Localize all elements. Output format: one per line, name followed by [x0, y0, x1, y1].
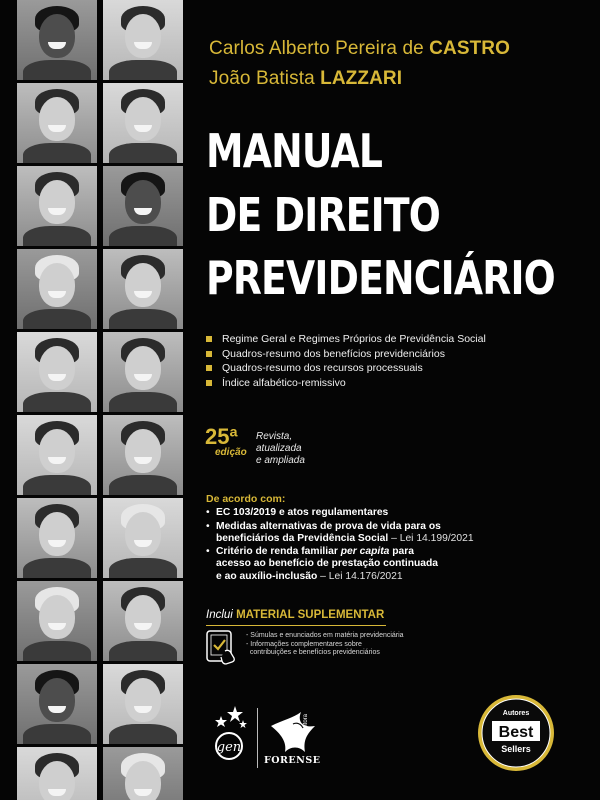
bullet-icon: • [206, 546, 210, 557]
supplement-heading [206, 609, 384, 621]
author-last-name: LAZZARI [320, 68, 403, 89]
feature-list [206, 332, 486, 390]
best-sellers-seal [476, 693, 556, 773]
square-bullet-icon [206, 336, 212, 342]
portrait-photo [17, 498, 97, 578]
accordance-text: para [389, 546, 415, 557]
tablet-check-icon [205, 629, 239, 665]
edition-number: 25ª [205, 424, 238, 449]
accordance-text: acesso ao benefício de prestação continuada [216, 558, 439, 570]
feature-text: Regime Geral e Regimes Próprios de Previdência Social [222, 333, 486, 345]
portrait-photo [17, 332, 97, 412]
portrait-photo [103, 166, 183, 246]
portrait-photo [17, 83, 97, 163]
author-last-name: CASTRO [429, 38, 510, 59]
portrait-photo [17, 415, 97, 495]
portrait-photo [17, 249, 97, 329]
supplement-divider [206, 625, 386, 626]
feature-text: Quadros-resumo dos benefícios previdenciários [222, 347, 445, 360]
portrait-photo [103, 664, 183, 744]
feature-item [206, 332, 486, 347]
seal-sub-text: Sellers [501, 744, 531, 754]
feature-text: Quadros-resumo dos recursos processuais [222, 362, 423, 375]
accordance-italic-text: per capita [340, 546, 390, 557]
edition-note: atualizada [256, 443, 302, 454]
seal-main-text: Best [498, 724, 534, 741]
portrait-photo [103, 747, 183, 800]
edition-note: e ampliada [256, 455, 305, 466]
accordance-text: EC 103/2019 e atos regulamentares [216, 507, 389, 518]
accordance-text: Medidas alternativas de prova de vida para os [216, 521, 441, 532]
supplement-item: - Informações complementares sobre [246, 640, 362, 648]
book-title-line: MANUAL [206, 124, 383, 178]
editora-label: Editora [303, 713, 309, 733]
bullet-icon: • [206, 507, 210, 518]
portrait-photo [17, 0, 97, 80]
portrait-photo [17, 166, 97, 246]
edition-note: Revista, [256, 431, 293, 442]
accordance-text: Critério de renda familiar [216, 546, 341, 557]
accordance-text: beneficiários da Previdência Social [216, 533, 389, 545]
law-reference: – Lei 14.199/2021 [391, 533, 474, 545]
portrait-photo [17, 581, 97, 661]
accordance-text: e ao auxílio-inclusão [216, 570, 318, 582]
law-reference: – Lei 14.176/2021 [320, 570, 403, 582]
book-title-line: DE DIREITO [206, 188, 441, 242]
portrait-photo [103, 581, 183, 661]
supplement-prefix: Inclui [206, 609, 233, 621]
feature-item [206, 361, 486, 376]
logo-divider [257, 708, 258, 768]
portrait-photo [103, 0, 183, 80]
author-name [209, 38, 510, 60]
feature-text: Índice alfabético-remissivo [222, 376, 346, 389]
book-title-line: PREVIDENCIÁRIO [206, 251, 555, 305]
square-bullet-icon [206, 365, 212, 371]
accordance-title: De acordo com: [206, 493, 286, 505]
supplement-label: MATERIAL SUPLEMENTAR [236, 609, 385, 621]
feature-item [206, 376, 486, 391]
gen-logo-text: gen [216, 740, 242, 755]
seal-top-text: Autores [502, 710, 530, 717]
supplement-item: contribuições e benefícios previdenciários [246, 649, 380, 656]
portrait-photo [103, 498, 183, 578]
author-first-name: João Batista [209, 68, 315, 89]
portrait-photo-grid [17, 0, 187, 800]
edition-label: edição [215, 447, 247, 458]
gen-publisher-logo [207, 704, 251, 770]
square-bullet-icon [206, 380, 212, 386]
author-name [209, 68, 402, 90]
portrait-photo [103, 332, 183, 412]
square-bullet-icon [206, 351, 212, 357]
portrait-photo [17, 747, 97, 800]
portrait-photo [17, 664, 97, 744]
portrait-photo [103, 249, 183, 329]
portrait-photo [103, 83, 183, 163]
portrait-photo [103, 415, 183, 495]
author-first-name: Carlos Alberto Pereira de [209, 38, 424, 59]
forense-wordmark: FORENSE [264, 755, 321, 766]
feature-item [206, 347, 486, 362]
bullet-icon: • [206, 521, 210, 532]
supplement-item: - Súmulas e enunciados em matéria previdenciária [246, 632, 404, 639]
